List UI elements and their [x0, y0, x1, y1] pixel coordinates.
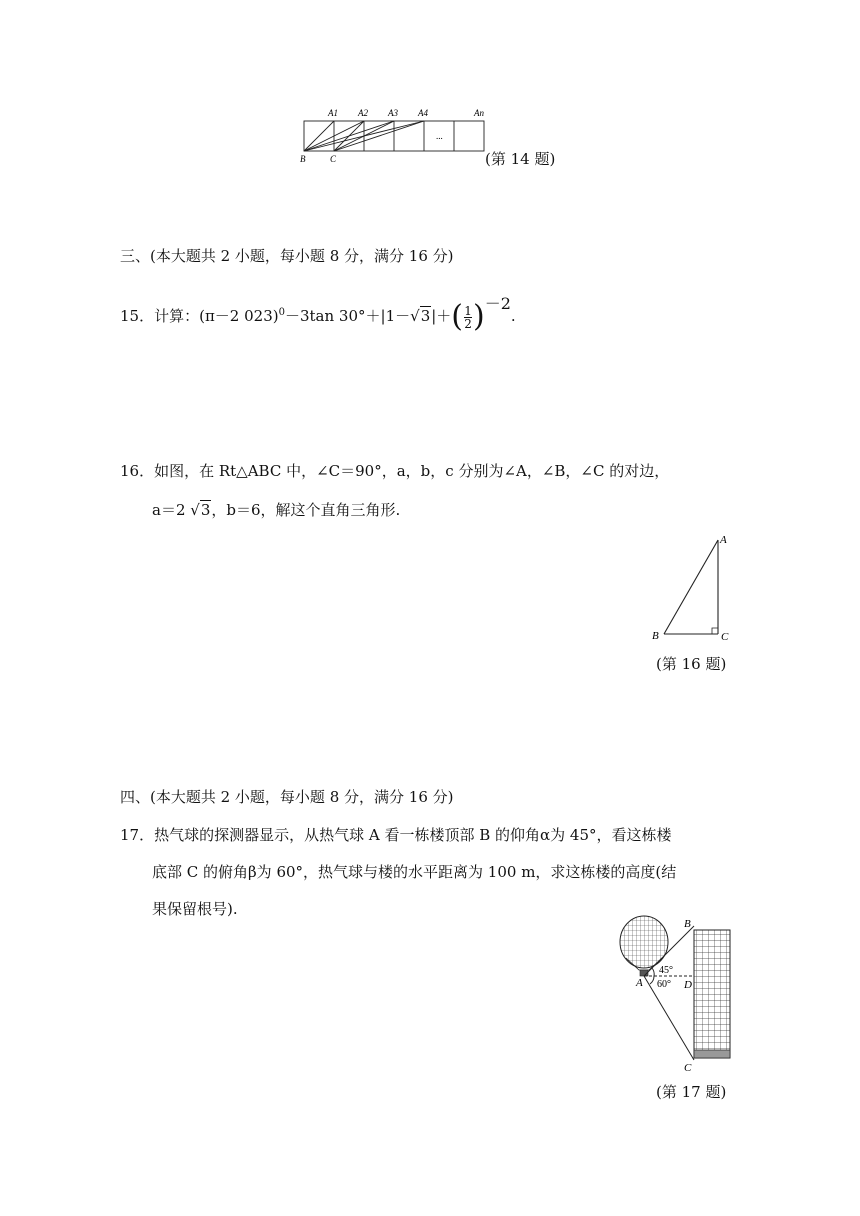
figure-16-caption: (第 16 题) — [656, 655, 727, 673]
label-a1: A1 — [328, 108, 338, 118]
label-a4: A4 — [418, 108, 428, 118]
section-4-heading: 四、(本大题共 2 小题，每小题 8 分，满分 16 分) — [120, 788, 454, 806]
q16-line1: 16．如图，在 Rt△ABC 中，∠C＝90°，a，b，c 分别为∠A，∠B，∠C 的对边， — [120, 462, 670, 480]
q15-prefix: 计算：(π－2 023) — [154, 307, 279, 325]
label-c: C — [330, 154, 337, 164]
q17-line2: 底部 C 的俯角β为 60°，热气球与楼的水平距离为 100 m，求这栋楼的高度(结 — [152, 863, 677, 881]
q15-fraction: $\frac{1}{2}$ — [464, 303, 472, 331]
label-c: C — [684, 1062, 692, 1074]
q16-line2: a＝2 √3，b＝6，解这个直角三角形. — [152, 501, 401, 519]
figure-17-caption: (第 17 题) — [656, 1083, 727, 1101]
q15-neg-exp: －2 — [484, 294, 511, 313]
label-b: B — [652, 630, 659, 642]
label-a3: A3 — [388, 108, 398, 118]
question-15: 15．计算：(π－2 023)$^0$－3tan 30°＋|1－√3|＋( $\frac{1}{2}$ )$^{-2}$. — [120, 294, 516, 334]
q15-sqrt: 3 — [420, 307, 431, 325]
label-a: A — [720, 534, 727, 546]
label-an: An — [474, 108, 484, 118]
figure-17 — [612, 910, 738, 1074]
figure-16-triangle — [648, 532, 738, 644]
q15-mid: －3tan 30°＋|1－ — [284, 307, 411, 325]
q15-abs: |＋ — [431, 307, 452, 325]
label-a: A — [636, 977, 643, 989]
label-b: B — [684, 918, 691, 930]
angle-60: 60° — [657, 979, 671, 990]
q17-line1: 17．热气球的探测器显示，从热气球 A 看一栋楼顶部 B 的仰角α为 45°，看这栋楼 — [120, 826, 672, 844]
label-a2: A2 — [358, 108, 368, 118]
label-d: D — [684, 979, 692, 991]
q15-end: . — [510, 307, 516, 325]
ellipsis-label: ... — [436, 131, 443, 141]
angle-45: 45° — [659, 965, 673, 976]
label-b: B — [300, 154, 306, 164]
building — [694, 930, 730, 1058]
q15-exp0: 0 — [278, 307, 285, 318]
figure-14 — [298, 104, 488, 166]
q15-number: 15． — [120, 307, 155, 325]
section-3-heading: 三、(本大题共 2 小题，每小题 8 分，满分 16 分) — [120, 247, 454, 265]
label-c: C — [721, 631, 729, 643]
q17-line3: 果保留根号). — [152, 900, 238, 918]
figure-14-caption: (第 14 题) — [485, 150, 556, 168]
